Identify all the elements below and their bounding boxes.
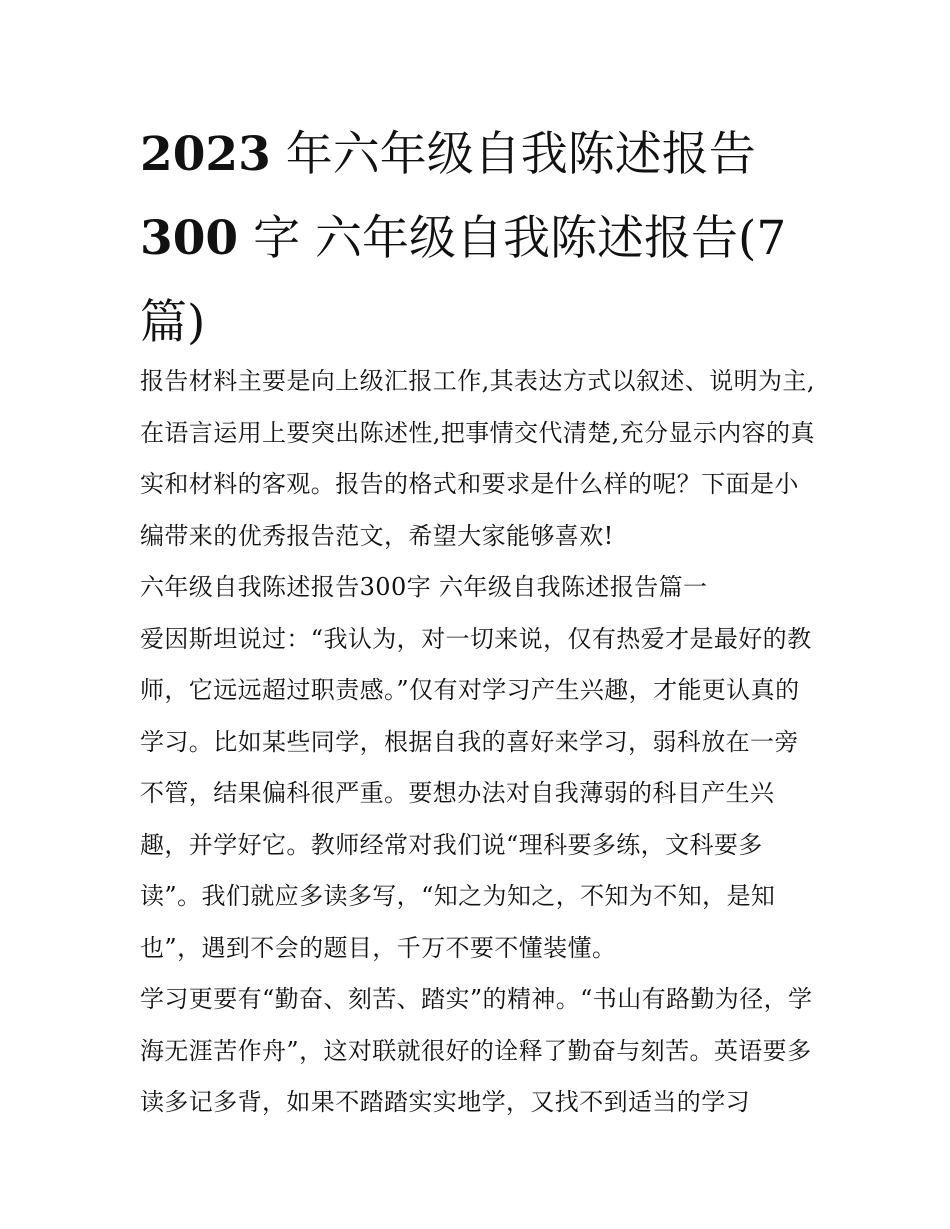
body-paragraph: 爱因斯坦说过：“我认为，对一切来说，仅有热爱才是最好的教师，它远远超过职责感。”仅有对学习产生兴趣，才能更认真的学习。比如某些同学，根据自我的喜好来学习，弱科放在一旁不管，结果偏科很严重。要想办法对自我薄弱的科目产生兴趣，并学好它。教师经常对我们说“理科要多练，文科要多读”。我们就应多读多写，“知之为知之，不知为不知，是知也”，遇到不会的题目，千万不要不懂装懂。	[140, 624, 812, 962]
document-title	[140, 113, 820, 365]
section-heading: 六年级自我陈述报告300字 六年级自我陈述报告篇一	[140, 573, 708, 601]
document-body	[140, 356, 820, 1129]
title-year: 2023	[140, 127, 271, 182]
intro-paragraph: 报告材料主要是向上级汇报工作,其表达方式以叙述、说明为主,在语言运用上要突出陈述性,把事情交代清楚,充分显示内容的真实和材料的客观。报告的格式和要求是什么样的呢？下面是小编带来的优秀报告范文，希望大家能够喜欢!	[140, 367, 815, 550]
title-line3-text: 篇)	[140, 295, 206, 350]
title-line1-text: 年六年级自我陈述报告	[285, 127, 756, 182]
title-count: 300	[140, 211, 239, 266]
body-paragraph: 学习更要有“勤奋、刻苦、踏实”的精神。“书山有路勤为径，学海无涯苦作舟”，这对联就很好的诠释了勤奋与刻苦。英语要多读多记多背，如果不踏踏实实地学，又找不到适当的学习	[140, 985, 813, 1116]
title-line2-text: 字 六年级自我陈述报告(7	[253, 211, 787, 266]
